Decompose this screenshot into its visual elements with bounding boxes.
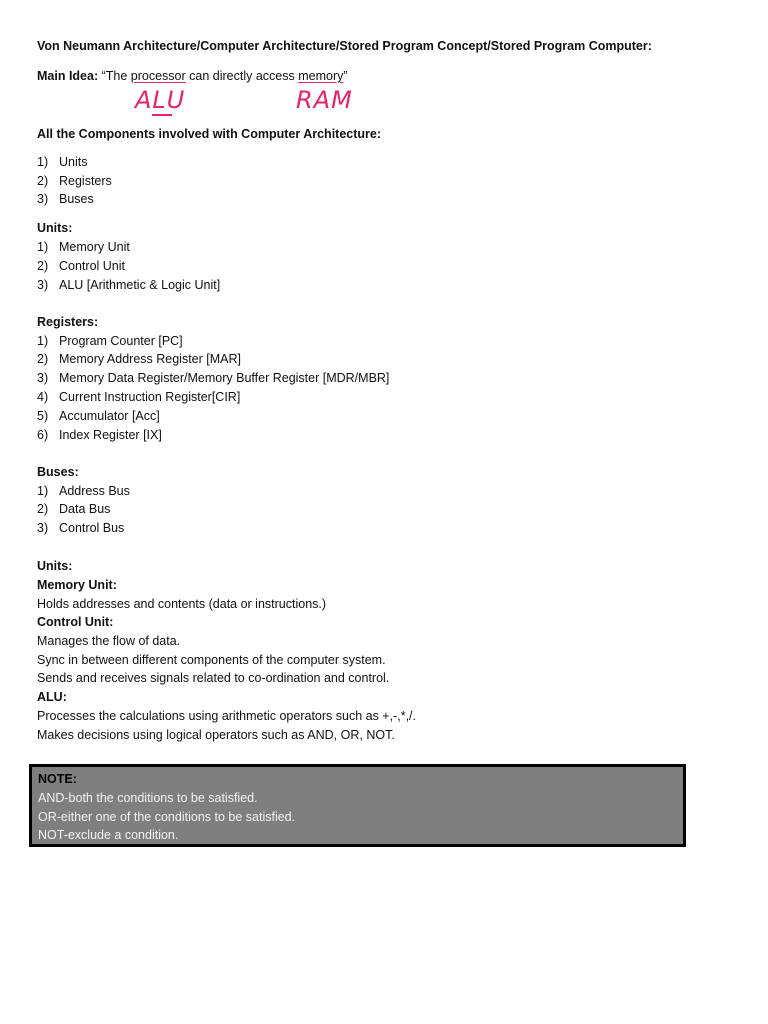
main-idea-memory: memory [298, 69, 344, 83]
list-item: 3) ALU [Arithmetic & Logic Unit] [37, 278, 221, 292]
memory-unit-text: Holds addresses and contents (data or instructions.) [37, 597, 327, 611]
main-idea-quote-close: ” [343, 69, 348, 83]
list-item: 3) Control Bus [37, 521, 125, 535]
units-list-heading: Units: [37, 221, 73, 235]
registers-heading: Registers: [37, 315, 99, 329]
control-unit-title: Control Unit: [37, 615, 114, 629]
note-box [29, 764, 686, 847]
note-line: AND-both the conditions to be satisfied. [38, 791, 258, 805]
list-item: 1) Units [37, 155, 88, 169]
alu-text: Processes the calculations using arithmetic operators such as +,-,*,/. [37, 709, 416, 723]
list-item: 2) Control Unit [37, 259, 125, 273]
list-item: 4) Current Instruction Register[CIR] [37, 390, 241, 404]
annotation-alu-underline [152, 114, 172, 116]
main-idea [37, 67, 348, 85]
main-idea-label: Main Idea: [37, 69, 99, 83]
list-item: 1) Program Counter [PC] [37, 334, 183, 348]
document-title: Von Neumann Architecture/Computer Architecture/Stored Program Concept/Stored Program Computer: [37, 39, 652, 53]
note-title: NOTE: [38, 772, 77, 786]
control-unit-text: Sends and receives signals related to co-ordination and control. [37, 671, 390, 685]
main-idea-middle: can directly access [185, 69, 299, 83]
list-item: 2) Memory Address Register [MAR] [37, 352, 241, 366]
note-line: OR-either one of the conditions to be satisfied. [38, 810, 296, 824]
list-item: 1) Address Bus [37, 484, 130, 498]
list-item: 2) Registers [37, 174, 112, 188]
list-item: 3) Buses [37, 192, 94, 206]
alu-title: ALU: [37, 690, 67, 704]
main-idea-quote-open: “The [98, 69, 131, 83]
main-idea-processor: processor [130, 69, 186, 83]
annotation-alu: ALU [135, 86, 186, 114]
components-heading: All the Components involved with Computer Architecture: [37, 127, 382, 141]
control-unit-text: Manages the flow of data. [37, 634, 181, 648]
note-line: NOT-exclude a condition. [38, 828, 179, 842]
list-item: 3) Memory Data Register/Memory Buffer Register [MDR/MBR] [37, 371, 390, 385]
list-item: 5) Accumulator [Acc] [37, 409, 160, 423]
details-heading: Units: [37, 559, 73, 573]
list-item: 2) Data Bus [37, 502, 111, 516]
control-unit-text: Sync in between different components of the computer system. [37, 653, 386, 667]
list-item: 1) Memory Unit [37, 240, 130, 254]
annotation-ram: RAM [296, 86, 353, 114]
alu-text: Makes decisions using logical operators such as AND, OR, NOT. [37, 728, 395, 742]
memory-unit-title: Memory Unit: [37, 578, 117, 592]
list-item: 6) Index Register [IX] [37, 428, 162, 442]
buses-heading: Buses: [37, 465, 79, 479]
